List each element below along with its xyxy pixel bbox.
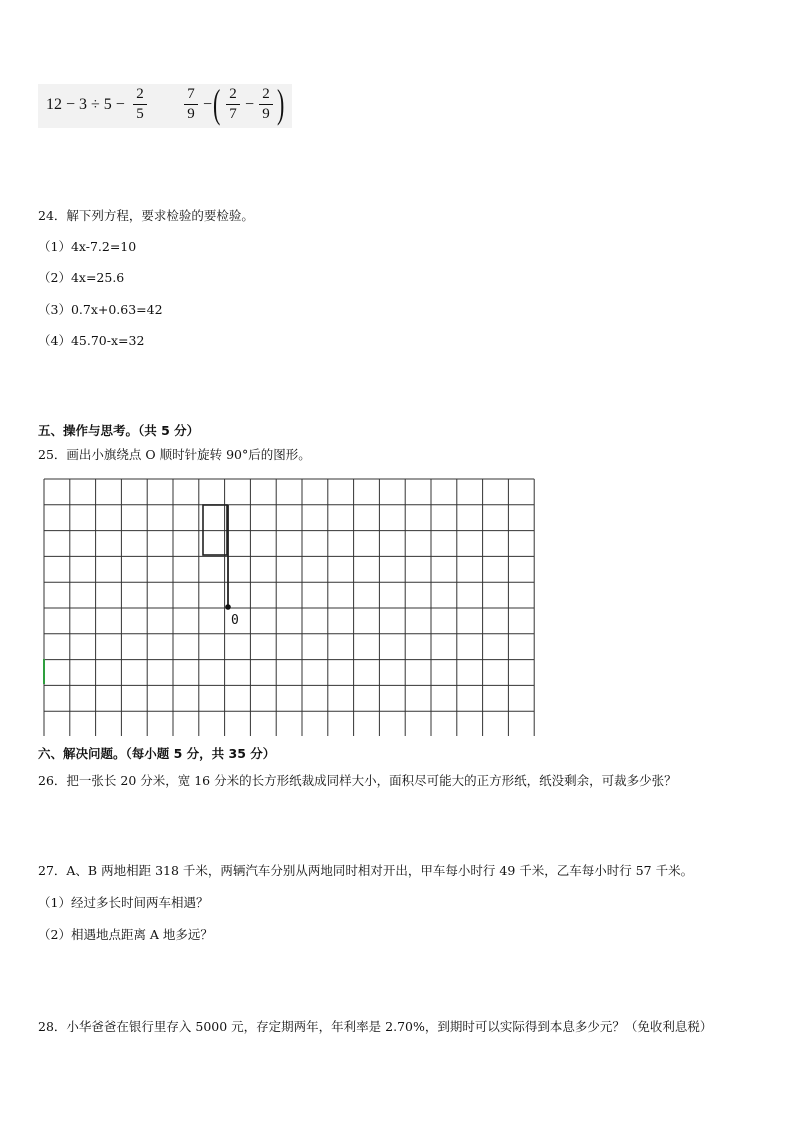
q27-item-1: （1）经过多长时间两车相遇？ (38, 895, 209, 910)
q24-item-4: （4）45.70-x=32 (38, 333, 145, 348)
expr2-denominator-3: 9 (262, 106, 270, 122)
expr2-fraction-3 (259, 87, 273, 122)
expr1-numerator: 2 (136, 86, 144, 102)
grid-paper (43, 478, 544, 736)
flag-rectangle (203, 505, 227, 555)
fraction-bar (226, 104, 240, 105)
expr1-denominator: 5 (136, 106, 144, 122)
q24-item-2: （2）4x=25.6 (38, 270, 125, 285)
expr2-numerator-1: 7 (187, 86, 195, 102)
expr2-denominator-1: 9 (187, 106, 195, 122)
expr2-numerator-2: 2 (229, 86, 237, 102)
expr2-minus-1: − (203, 96, 213, 113)
q25-title: 25．画出小旗绕点 O 顺时针旋转 90°后的图形。 (38, 447, 311, 462)
section5-title: 五、操作与思考。（共 5 分） (38, 423, 200, 438)
expr2-numerator-3: 2 (262, 86, 270, 102)
expr2-fraction-2 (226, 87, 240, 122)
q26-text: 26．把一张长 20 分米，宽 16 分米的长方形纸裁成同样大小，面积尽可能大的正方形纸，纸没剩余，可裁多少张？ (38, 773, 677, 788)
point-o (225, 604, 231, 610)
q24-item-1: （1）4x-7.2=10 (38, 239, 137, 254)
expr1-lead: 12 − 3 ÷ 5 − (46, 96, 125, 113)
q27-text: 27．A、B 两地相距 318 千米，两辆汽车分别从两地同时相对开出，甲车每小时行 49 千米，乙车每小时行 57 千米。 (38, 863, 694, 878)
expr2-fraction-1 (184, 87, 198, 122)
q24-title: 24．解下列方程，要求检验的要检验。 (38, 208, 254, 223)
grid-lines (44, 479, 534, 736)
expr2-denominator-2: 7 (229, 106, 237, 122)
expr2-right-paren: ) (276, 81, 285, 126)
q24-item-3: （3）0.7x+0.63=42 (38, 302, 163, 317)
fraction-bar (259, 104, 273, 105)
fraction-bar (184, 104, 198, 105)
expr2-left-paren: ( (212, 81, 221, 126)
q27-item-2: （2）相遇地点距离 A 地多远？ (38, 927, 213, 942)
q28-text: 28．小华爸爸在银行里存入 5000 元，存定期两年，年利率是 2.70%，到期时可以实际得到本息多少元？（免收利息税） (38, 1019, 713, 1034)
expr1-fraction (133, 87, 147, 122)
expr2-minus-2: − (245, 96, 255, 113)
point-o-label: 0 (231, 613, 239, 628)
section6-title: 六、解决问题。（每小题 5 分，共 35 分） (38, 746, 276, 761)
math-expressions (38, 81, 292, 128)
fraction-bar (133, 104, 147, 105)
